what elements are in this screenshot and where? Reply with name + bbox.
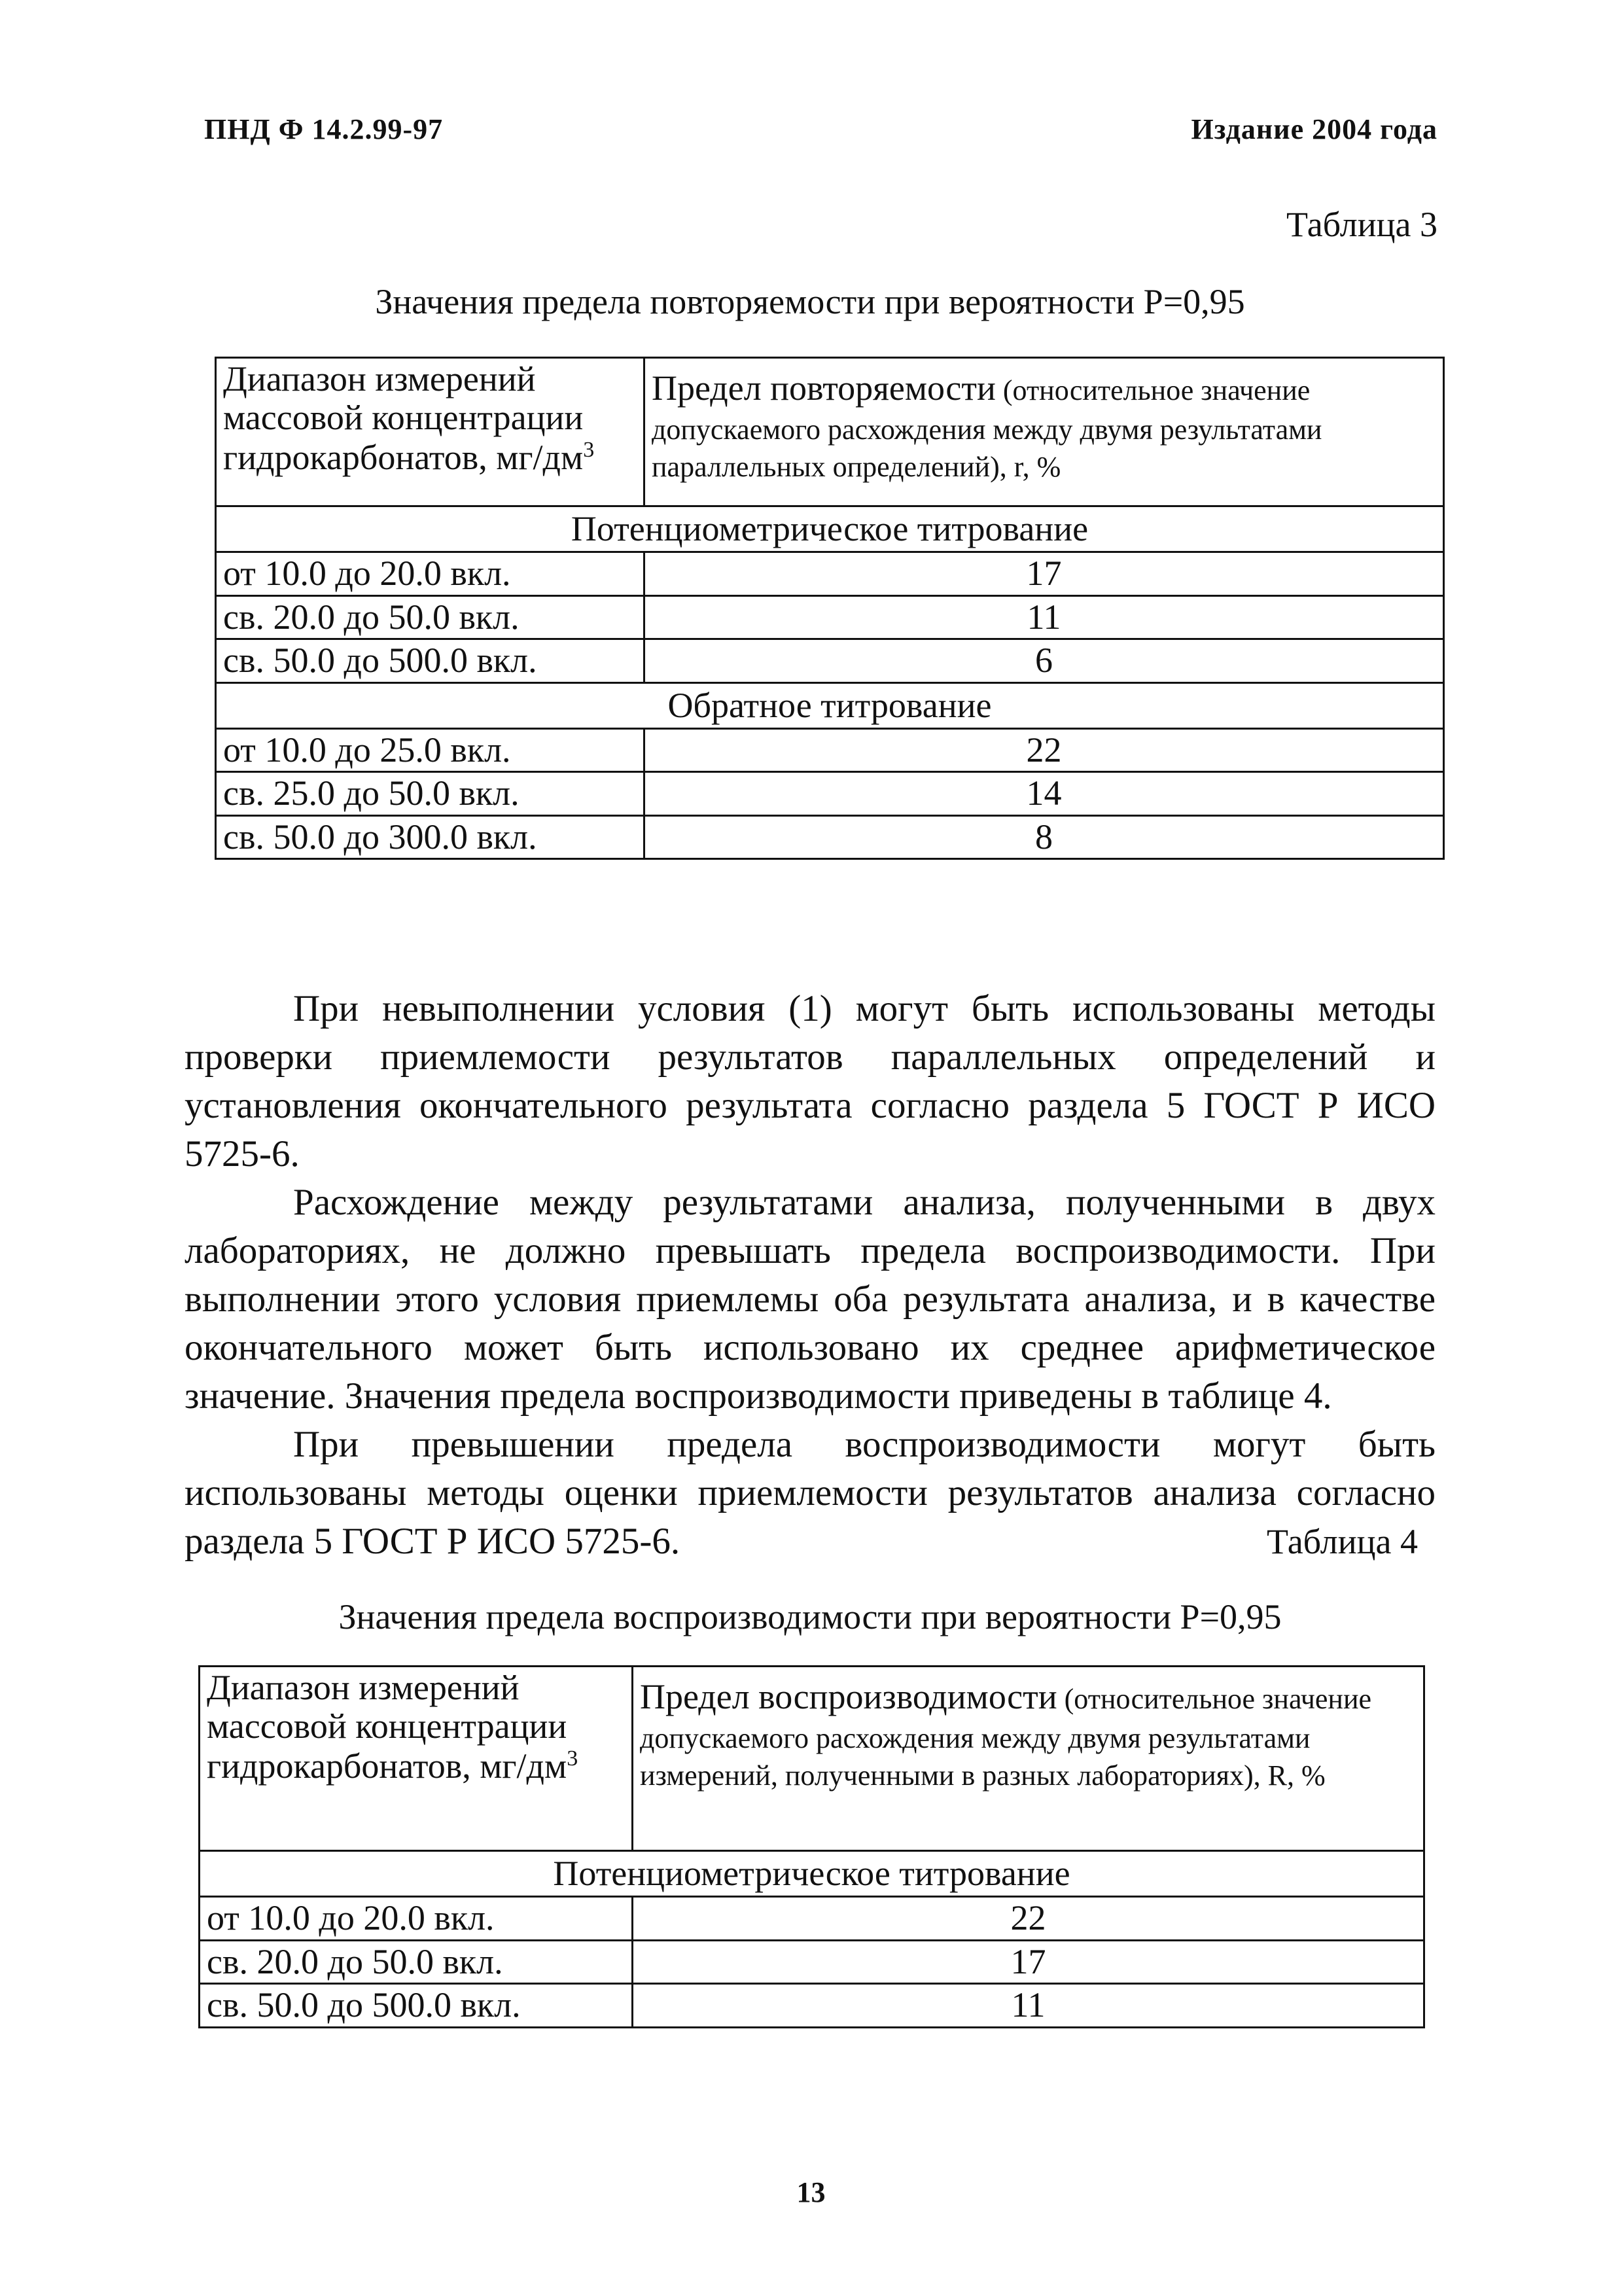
range-cell: от 10.0 до 20.0 вкл. [216,552,644,595]
table3-header-row [216,358,1444,506]
table4-section-title: Потенциометрическое титрование [200,1851,1424,1897]
value-cell: 11 [633,1984,1424,2027]
table4-col2-header: Предел воспроизводимости (относительное значение допускаемого расхождения между двумя результатами измерений, полученными в разных лабораториях), R, % [633,1667,1424,1851]
range-cell: св. 50.0 до 300.0 вкл. [216,815,644,858]
range-cell: св. 25.0 до 50.0 вкл. [216,772,644,815]
table-row [216,552,1444,595]
range-cell: св. 20.0 до 50.0 вкл. [216,595,644,639]
table-row [200,1984,1424,2027]
table-row [216,595,1444,639]
value-cell: 11 [644,595,1444,639]
table4-title: Значения предела воспроизводимости при вероятности Р=0,95 [338,1597,1282,1636]
range-cell: от 10.0 до 25.0 вкл. [216,728,644,771]
table4 [198,1665,1425,2028]
table3-section-title: Потенциометрическое титрование [216,506,1444,552]
table3-section-row [216,506,1444,552]
table3 [215,357,1445,860]
table-row [216,772,1444,815]
value-cell: 22 [644,728,1444,771]
table-row [216,728,1444,771]
table3-col1-header: Диапазон измерений массовой концентрации гидрокарбонатов, $мг/дм^3$ [216,358,644,506]
table-row [200,1940,1424,1983]
range-cell: от 10.0 до 20.0 вкл. [200,1897,633,1940]
paragraph: При невыполнении условия (1) могут быть использованы методы проверки приемлемости результатов параллельных определений и установления окончательного результата согласно раздела 5 ГОСТ Р ИСО 5725-6. [185,988,1436,1174]
range-cell: св. 20.0 до 50.0 вкл. [200,1940,633,1983]
table3-section-row [216,682,1444,728]
table-row [216,815,1444,858]
value-cell: 22 [633,1897,1424,1940]
edition-year: Издание 2004 года [1191,113,1437,145]
table3-title: Значения предела повторяемости при вероятности Р=0,95 [375,282,1245,321]
paragraph: Расхождение между результатами анализа, полученными в двух лабораториях, не должно превышать предела воспроизводимости. При выполнении этого условия приемлемы оба результата анализа, и в качестве окончательного может быть использовано их среднее арифметическое значение. Значения предела воспроизводимости приведены в таблице 4. [185,1182,1436,1417]
table-row [216,639,1444,682]
value-cell: 14 [644,772,1444,815]
table4-header-row [200,1667,1424,1851]
document-code: ПНД Ф 14.2.99-97 [204,113,444,145]
table-row [200,1897,1424,1940]
page-number: 13 [796,2176,826,2208]
table3-section-title: Обратное титрование [216,682,1444,728]
table3-number: Таблица 3 [1286,205,1437,244]
range-cell: св. 50.0 до 500.0 вкл. [216,639,644,682]
table4-section-row [200,1851,1424,1897]
table4-col1-header: Диапазон измерений массовой концентрации гидрокарбонатов, $мг/дм^3$ [200,1667,633,1851]
value-cell: 17 [644,552,1444,595]
value-cell: 6 [644,639,1444,682]
value-cell: 17 [633,1940,1424,1983]
value-cell: 8 [644,815,1444,858]
table4-number: Таблица 4 [1267,1522,1418,1561]
table3-col2-header: Предел повторяемости (относительное значение допускаемого расхождения между двумя результатами параллельных определений), r, % [644,358,1444,506]
body-text [185,985,1436,1566]
range-cell: св. 50.0 до 500.0 вкл. [200,1984,633,2027]
paragraph: При превышении предела воспроизводимости могут быть использованы методы оценки приемлемости результатов анализа согласно раздела 5 ГОСТ Р ИСО 5725-6. [185,1424,1436,1562]
